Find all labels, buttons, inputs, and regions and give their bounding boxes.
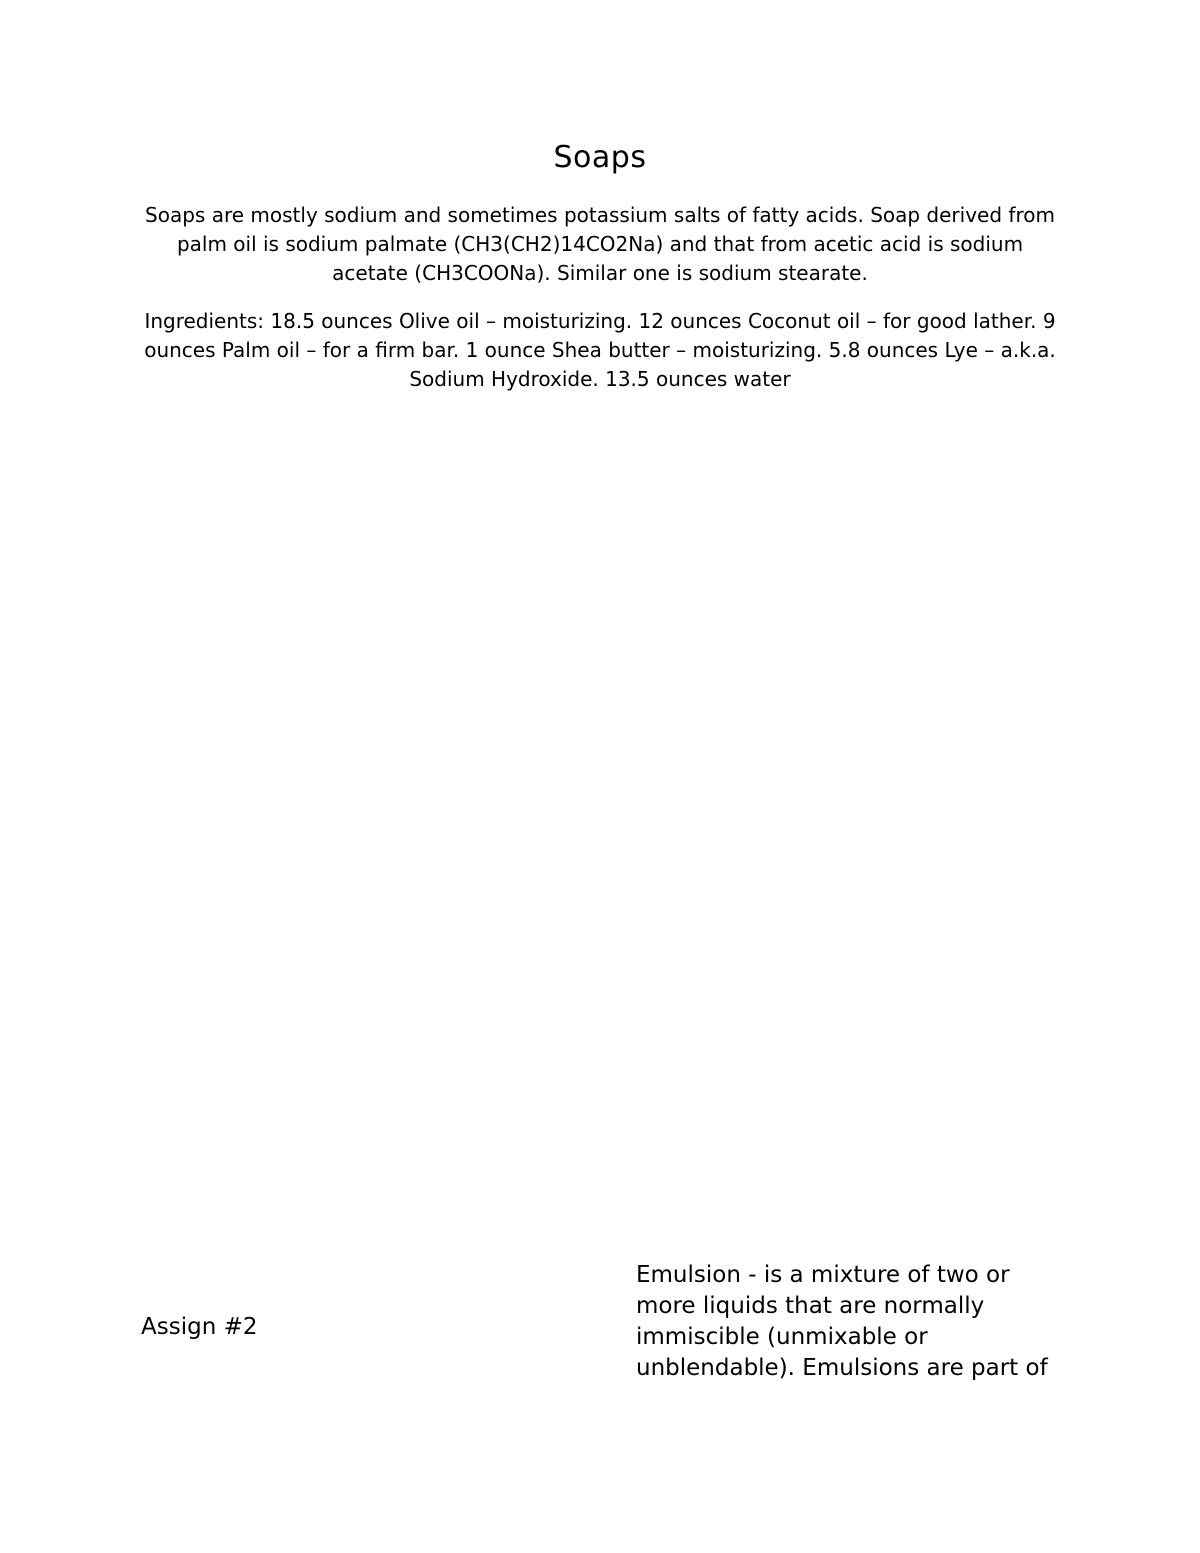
page-title: Soaps xyxy=(553,140,647,175)
soap-definition-paragraph: Soaps are mostly sodium and sometimes potassium salts of fatty acids. Soap derived from palm oil is sodium palmate (CH3(CH2)14CO2Na) and that from acetic acid is sodium acetate (CH3COONa). Similar one is sodium stearate. xyxy=(145,203,1055,285)
assignment-label: Assign #2 xyxy=(141,1314,258,1340)
emulsion-note: Emulsion - is a mixture of two or more liquids that are normally immiscible (unmixable or unblendable). Emulsions are part of xyxy=(636,1262,1048,1381)
ingredients-paragraph: Ingredients: 18.5 ounces Olive oil – moisturizing. 12 ounces Coconut oil – for good lather. 9 ounces Palm oil – for a firm bar. 1 ounce Shea butter – moisturizing. 5.8 ounces Lye – a.k.a. Sodium Hydroxide. 13.5 ounces water xyxy=(144,309,1056,391)
